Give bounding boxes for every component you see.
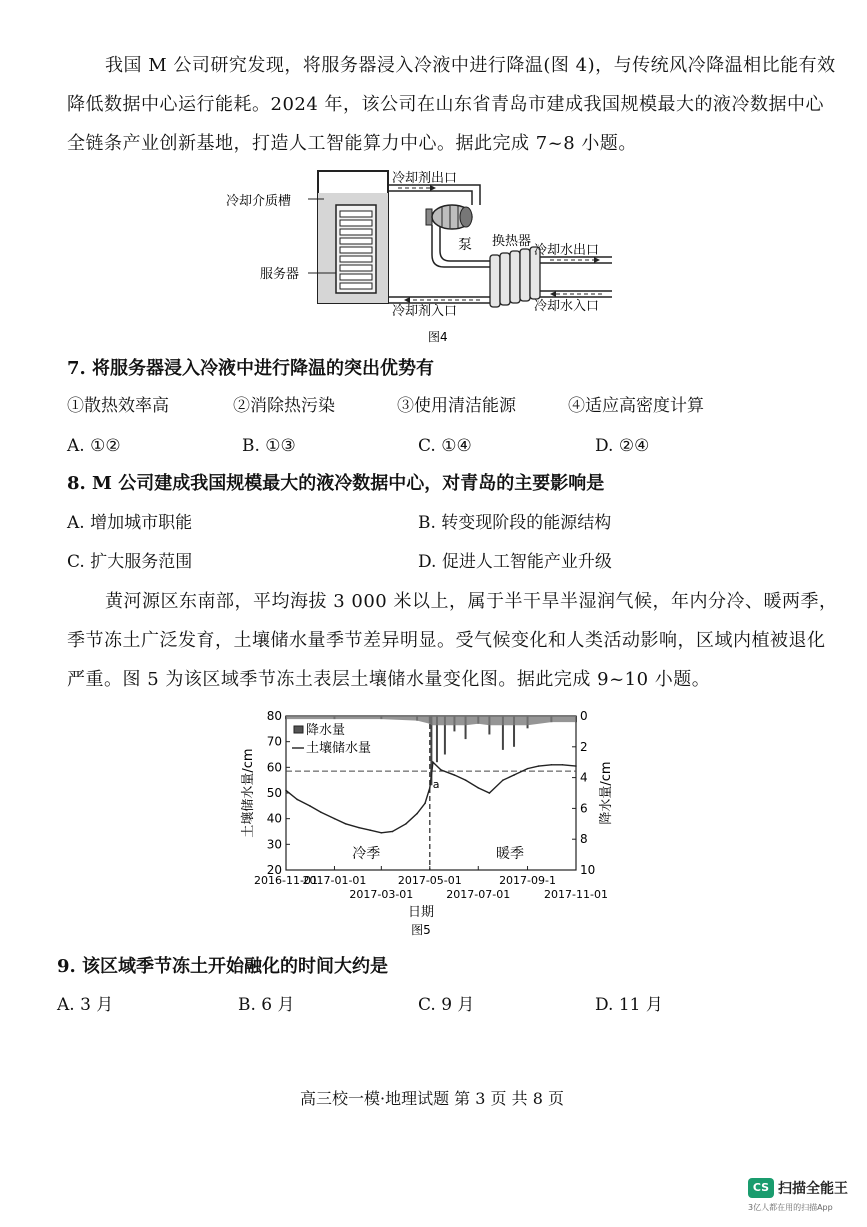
soil-storage-point (502, 779, 504, 781)
left-tick-label: 70 (266, 734, 282, 749)
soil-storage-point (309, 805, 311, 807)
q7-option-b[interactable]: B. ①③ (242, 436, 296, 456)
right-tick-label: 6 (580, 801, 588, 816)
right-tick-label: 2 (580, 739, 588, 754)
q7-option-a[interactable]: A. ①② (67, 436, 121, 456)
soil-storage-point (477, 787, 479, 789)
legend-swatch-precip (294, 726, 303, 733)
label-coolant-outlet: 冷却剂出口 (392, 171, 458, 186)
soil-storage-point (538, 765, 540, 767)
figure-4-diagram (220, 165, 620, 345)
soil-storage-point (440, 769, 442, 771)
right-tick-label: 4 (580, 770, 588, 785)
soil-storage-point (345, 823, 347, 825)
soil-storage-point (369, 829, 371, 831)
soil-storage-point (320, 811, 322, 813)
intro1-line3: 全链条产业创新基地，打造人工智能算力中心。据此完成 7~8 小题。 (67, 133, 637, 154)
soil-storage-point (296, 799, 298, 801)
heat-exchanger (490, 247, 540, 307)
soil-storage-point (429, 787, 431, 789)
intro1-line2: 降低数据中心运行能耗。2024 年，该公司在山东省青岛市建成我国规模最大的液冷数据中心 (67, 94, 825, 115)
soil-storage-point (551, 764, 553, 766)
soil-storage-point (285, 790, 287, 792)
right-tick-label: 0 (580, 709, 588, 723)
soil-storage-point (405, 823, 407, 825)
q7-statement-2: ②消除热污染 (233, 396, 335, 416)
soil-storage-line (286, 762, 576, 833)
soil-storage-point (358, 827, 360, 829)
q9-option-c[interactable]: C. 9 月 (418, 995, 475, 1015)
q9-option-d[interactable]: D. 11 月 (595, 995, 663, 1015)
right-tick-label: 10 (580, 863, 596, 877)
x-tick-label: 2017-03-01 (349, 888, 414, 901)
legend-soil-storage: 土壤储水量 (306, 741, 372, 756)
figure-5-caption: 图5 (411, 923, 431, 937)
x-tick-label: 2016-11-01 (254, 874, 318, 887)
soil-storage-point (424, 802, 426, 804)
q8-option-d[interactable]: D. 促进人工智能产业升级 (418, 552, 612, 572)
label-coolant-inlet: 冷却剂入口 (392, 304, 458, 319)
left-tick-label: 50 (266, 786, 282, 800)
q7-option-d[interactable]: D. ②④ (595, 436, 650, 456)
pump (426, 205, 472, 229)
q7-stem: 7. 将服务器浸入冷液中进行降温的突出优势有 (67, 358, 435, 379)
legend-precipitation: 降水量 (306, 723, 346, 738)
label-pump: 泵 (458, 237, 472, 253)
q9-option-b[interactable]: B. 6 月 (238, 995, 295, 1015)
soil-storage-point (381, 832, 383, 834)
soil-storage-point (432, 761, 434, 763)
q8-option-c[interactable]: C. 扩大服务范围 (67, 552, 193, 572)
scanner-watermark (748, 1176, 858, 1216)
soil-storage-point (562, 764, 564, 766)
season-cold-label: 冷季 (352, 846, 381, 862)
left-tick-label: 30 (266, 837, 282, 852)
soil-storage-point (489, 792, 491, 794)
x-tick-label: 2017-07-01 (446, 888, 511, 901)
x-tick-label: 2017-09-1 (499, 874, 557, 887)
label-exchanger: 换热器 (492, 234, 532, 249)
page-footer: 高三校一模·地理试题 第 3 页 共 8 页 (300, 1089, 564, 1108)
label-water-outlet: 冷却水出口 (534, 243, 600, 258)
marker-a: a (432, 777, 440, 791)
scanner-subtitle: 3亿人都在用的扫描App (748, 1203, 833, 1212)
q7-statement-4: ④适应高密度计算 (568, 396, 704, 416)
soil-storage-point (513, 774, 515, 776)
q7-option-c[interactable]: C. ①④ (418, 436, 472, 456)
figure-4-caption: 图4 (428, 330, 448, 344)
left-tick-label: 80 (266, 709, 282, 723)
soil-storage-point (575, 765, 577, 767)
soil-storage-point (392, 831, 394, 833)
q8-stem: 8. M 公司建成我国规模最大的液冷数据中心，对青岛的主要影响是 (67, 473, 605, 494)
q9-stem: 9. 该区域季节冻土开始融化的时间大约是 (57, 956, 389, 977)
left-tick-label: 20 (266, 863, 282, 877)
season-warm-label: 暖季 (496, 846, 525, 862)
label-tank: 冷却介质槽 (226, 194, 292, 209)
soil-storage-point (416, 813, 418, 815)
x-tick-label: 2017-01-01 (302, 874, 367, 887)
q9-option-a[interactable]: A. 3 月 (57, 995, 114, 1015)
x-axis-title: 日期 (407, 905, 435, 920)
left-tick-label: 40 (266, 811, 282, 826)
left-tick-label: 60 (266, 760, 282, 775)
soil-storage-point (527, 768, 529, 770)
intro2-line2: 季节冻土广泛发育，土壤储水量季节差异明显。受气候变化和人类活动影响，区域内植被退化 (67, 630, 826, 651)
scanner-title: 扫描全能王 (778, 1181, 848, 1197)
x-tick-label: 2017-11-01 (544, 888, 608, 901)
label-server: 服务器 (260, 267, 300, 282)
soil-storage-point (334, 818, 336, 820)
y-axis-right-title: 降水量/cm (599, 761, 614, 825)
figure-5-chart (222, 704, 632, 944)
intro2-line1: 黄河源区东南部，平均海拔 3 000 米以上，属于半干旱半湿润气候，年内分冷、暖两季， (105, 591, 838, 612)
scanner-logo-icon: CS (748, 1178, 774, 1198)
q8-option-a[interactable]: A. 增加城市职能 (67, 513, 193, 533)
q8-option-b[interactable]: B. 转变现阶段的能源结构 (418, 513, 612, 533)
intro1-line1: 我国 M 公司研究发现，将服务器浸入冷液中进行降温(图 4)，与传统风冷降温相比能有效 (105, 55, 836, 76)
x-tick-label: 2017-05-01 (397, 874, 462, 887)
q7-statement-3: ③使用清洁能源 (397, 396, 516, 416)
intro2-line3: 严重。图 5 为该区域季节冻土表层土壤储水量变化图。据此完成 9~10 小题。 (67, 669, 711, 690)
soil-storage-point (465, 779, 467, 781)
q7-statement-1: ①散热效率高 (67, 396, 169, 416)
label-water-inlet: 冷却水入口 (534, 299, 600, 314)
soil-storage-point (454, 774, 456, 776)
right-tick-label: 8 (580, 832, 588, 847)
y-axis-left-title: 土壤储水量/cm (241, 748, 256, 838)
